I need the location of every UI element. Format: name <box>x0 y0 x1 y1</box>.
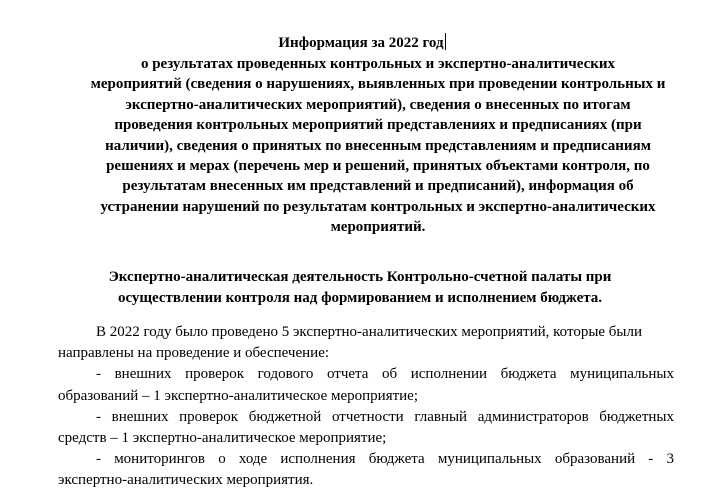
body-line: образований – 1 экспертно-аналитическое мероприятие; <box>58 387 419 404</box>
section-heading-line: Экспертно-аналитическая деятельность Контрольно-счетной палаты при <box>108 269 612 285</box>
subtitle-line: наличии), сведения о принятых по внесенным представлениям и предписаниям <box>105 137 651 154</box>
text-cursor <box>445 33 446 50</box>
subtitle-line: устранении нарушений по результатам контрольных и экспертно-аналитических <box>100 198 656 215</box>
body-line: - внешних проверок бюджетной отчетности главный администраторов бюджетных <box>96 408 674 425</box>
body-line: - мониторингов о ходе исполнения бюджета муниципальных образований - 3 <box>96 451 674 468</box>
body-line: направлены на проведение и обеспечение: <box>58 345 330 362</box>
body-line: средств – 1 экспертно-аналитическое мероприятие; <box>58 430 387 447</box>
body-line: В 2022 году было проведено 5 экспертно-аналитических мероприятий, которые были <box>96 324 643 340</box>
section-heading-line: осуществлении контроля над формированием и исполнением бюджета. <box>117 290 603 306</box>
subtitle-line: мероприятий (сведения о нарушениях, выявленных при проведении контрольных и <box>90 76 666 93</box>
subtitle-line: мероприятий. <box>330 219 426 236</box>
section-heading <box>60 267 660 309</box>
body-line: экспертно-аналитических мероприятия. <box>58 472 314 489</box>
subtitle-line: о результатах проведенных контрольных и экспертно-аналитических <box>140 56 616 72</box>
subtitle-line: экспертно-аналитических мероприятий), сведения о внесенных по итогам <box>125 96 631 113</box>
subtitle-line: результатам внесенных им представлений и предписаний), информация об <box>122 178 634 195</box>
body-paragraphs <box>58 322 674 492</box>
document-subtitle <box>78 54 678 238</box>
document-title-text: Информация за 2022 год <box>278 35 444 51</box>
document-title <box>0 33 724 53</box>
subtitle-line: решениях и мерах (перечень мер и решений, принятых объектами контроля, по <box>106 158 650 175</box>
subtitle-line: проведения контрольных мероприятий представлениях и предписаниях (при <box>114 117 642 134</box>
body-line: - внешних проверок годового отчета об исполнении бюджета муниципальных <box>96 366 674 383</box>
